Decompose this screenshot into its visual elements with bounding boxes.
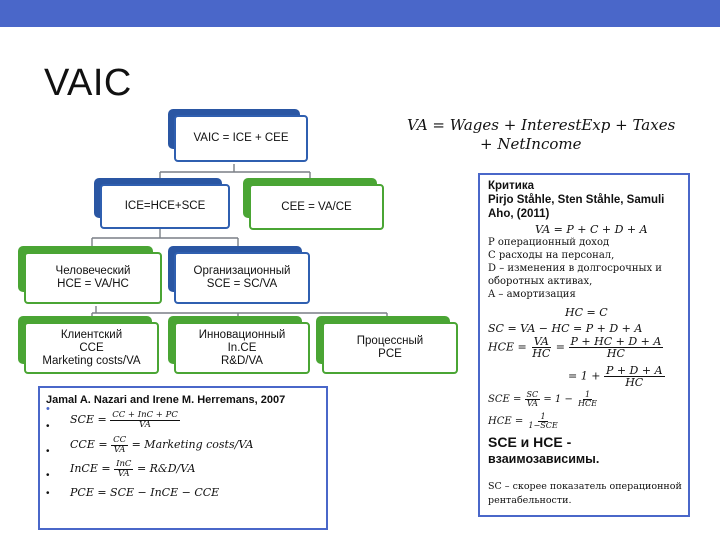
nazari-sce-row (70, 411, 180, 429)
critique-sce-lhs: SCE = (488, 394, 522, 405)
critique-hce2-frac-den: 1−SCE (528, 421, 558, 430)
nazari-ince-rest: = R&D/VA (136, 462, 196, 475)
critique-note-line1: SC – скорее показатель операционной (488, 481, 682, 492)
critique-hce-row (488, 336, 663, 359)
critique-hce-frac3 (604, 365, 665, 388)
critique-sce-frac-den: VA (526, 399, 538, 408)
nazari-pce-row: PCE = SCE − InCE − CCE (70, 486, 220, 499)
nazari-heading: Jamal A. Nazari and Irene M. Herremans, 2007 (46, 394, 286, 406)
critique-hce-eq: = (555, 340, 565, 354)
nazari-ince-frac-den: VA (117, 468, 130, 479)
nazari-sce-frac (110, 411, 180, 429)
nazari-cce-frac (111, 436, 128, 454)
nazari-ince-frac (114, 460, 133, 478)
client-capital-formula: Marketing costs/VA (42, 354, 141, 367)
nazari-cce-rest: = Marketing costs/VA (131, 438, 254, 451)
va-formula-line1: VA = Wages + InterestExp + Taxes (407, 116, 676, 134)
critique-hc-equation: HC = C (565, 306, 608, 319)
critique-sce-row (488, 391, 599, 408)
critique-sce-frac (525, 391, 541, 408)
client-capital-title: Клиентский (60, 328, 123, 341)
critique-hce-frac2-num: P + HC + D + A (570, 335, 662, 348)
nazari-bullet-3: • (46, 470, 50, 481)
critique-panel (478, 173, 690, 517)
critique-va-equation: VA = P + C + D + A (535, 223, 648, 236)
critique-hce-row2-lhs: = 1 + (568, 369, 601, 383)
critique-hce2-row (488, 413, 560, 430)
critique-sce-frac-num: SC (526, 390, 539, 399)
critique-def-c: C расходы на персонал, (488, 250, 615, 261)
va-formula-line2: + NetIncome (480, 135, 582, 153)
human-capital-formula: HCE = VA/HC (57, 278, 129, 290)
ice-label: ICE=HCE+SCE (124, 200, 206, 212)
critique-heading: Критика (488, 180, 534, 192)
critique-bold-line1: SCE и HCE - (488, 434, 572, 450)
innovation-capital-box (174, 322, 310, 374)
nazari-cce-frac-den: VA (113, 444, 126, 455)
critique-hce-frac3-num: P + D + A (605, 364, 663, 377)
nazari-sce-frac-den: VA (139, 419, 151, 430)
cee-label: CEE = VA/CE (281, 200, 352, 213)
nazari-ince-frac-num: InC (116, 459, 132, 469)
nazari-ince-lhs: InCE = (70, 462, 111, 475)
critique-bold-line2: взаимозависимы. (488, 452, 600, 466)
org-capital-title: Организационный (193, 265, 291, 277)
critique-sce-frac2-num: 1 (584, 390, 591, 399)
critique-authors-line1: Pirjo Ståhle, Sten Ståhle, Samuli (488, 194, 665, 206)
critique-hce-row2 (568, 365, 665, 388)
critique-hce-frac1-num: VA (533, 335, 549, 348)
org-capital-formula: SCE = SC/VA (206, 278, 278, 290)
critique-hce-frac2 (569, 336, 664, 359)
innovation-capital-abbr: In.CE (227, 341, 257, 354)
critique-hce2-frac (526, 413, 559, 430)
nazari-sce-frac-num: CC + InC + PC (112, 410, 178, 420)
client-capital-box (24, 322, 159, 374)
process-capital-abbr: PCE (378, 348, 402, 360)
nazari-sce-lhs: SCE = (70, 413, 107, 426)
cee-box (249, 184, 384, 230)
process-capital-title: Процессный (356, 335, 424, 347)
nazari-cce-lhs: CCE = (70, 438, 108, 451)
critique-def-d-cont: оборотных активах, (488, 276, 593, 287)
innovation-capital-formula: R&D/VA (221, 354, 263, 367)
nazari-bullet-4: • (46, 488, 50, 499)
critique-hce-frac3-den: HC (625, 376, 644, 389)
critique-hce2-lhs: HCE = (488, 416, 524, 427)
critique-sc-equation: SC = VA − HC = P + D + A (488, 322, 643, 335)
vaic-root-label: VAIC = ICE + CEE (193, 132, 289, 144)
nazari-ince-row (70, 460, 195, 478)
critique-def-p: P операционный доход (488, 237, 610, 248)
critique-hce2-frac-num: 1 (540, 412, 546, 421)
critique-sce-mid: = 1 − (543, 394, 573, 405)
critique-def-d: D – изменения в долгосрочных и (488, 263, 662, 274)
nazari-bullet-0: • (46, 403, 50, 415)
ice-box (100, 184, 230, 229)
page-title: VAIC (44, 62, 132, 104)
org-capital-box (174, 252, 310, 304)
critique-authors-line2: Aho, (2011) (488, 208, 550, 220)
client-capital-abbr: CCE (79, 341, 104, 354)
critique-hce-frac1-den: HC (532, 347, 551, 360)
critique-hce-lhs: HCE = (488, 340, 527, 354)
critique-hce-frac2-den: HC (606, 347, 625, 360)
human-capital-title: Человеческий (55, 265, 131, 277)
nazari-panel (38, 386, 328, 530)
critique-sce-frac2 (576, 391, 599, 408)
nazari-bullet-2: • (46, 446, 50, 457)
nazari-cce-frac-num: CC (113, 435, 127, 445)
nazari-bullet-1: • (46, 421, 50, 432)
critique-note-line2: рентабельности. (488, 495, 572, 506)
human-capital-box (24, 252, 162, 304)
critique-hce-frac1 (530, 336, 552, 359)
critique-def-a: A – амортизация (488, 289, 576, 300)
nazari-cce-row (70, 436, 253, 454)
innovation-capital-title: Инновационный (198, 328, 286, 341)
vaic-root-box (174, 115, 308, 162)
process-capital-box (322, 322, 458, 374)
critique-sce-frac2-den: HCE (578, 399, 597, 408)
